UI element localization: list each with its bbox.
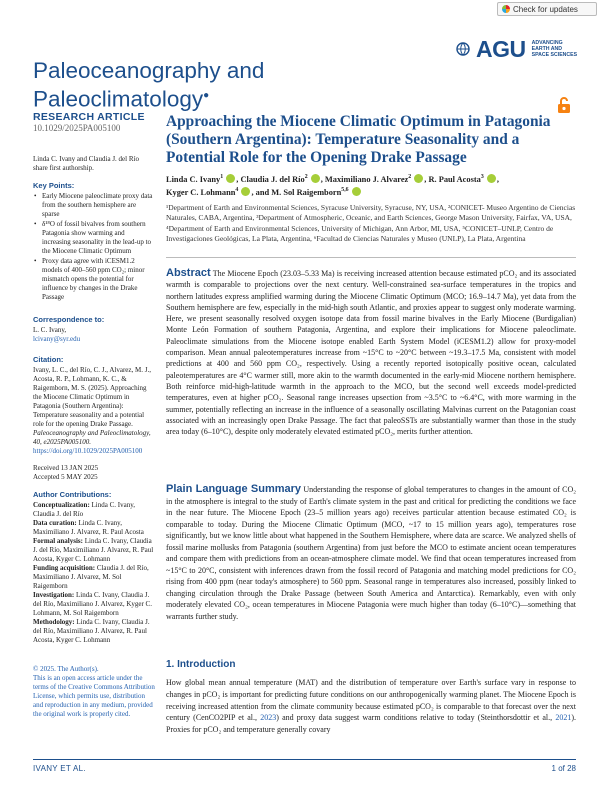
journal-title[interactable]: Paleoceanography and Paleoclimatology● — [33, 58, 265, 112]
introduction-text: How global mean annual temperature (MAT) and the distribution of temperature over Earth's surface vary in response to changes in pCO₂ is important for predicting future conditions on our anthropogenically warming planet. The Miocene Epoch is receiving increased attention from the climate community because estimated pCO₂ is comparable to that forecast over the next century (CenCO2PIP et al., 2023) and proxy data suggest warm conditions relative to today (Steinthorsdottir et al., 2021). Proxies for pCO₂ and temperature generally covary — [166, 678, 577, 735]
orcid-icon[interactable] — [311, 174, 320, 183]
crossmark-icon — [502, 5, 510, 13]
contribution-entry: Methodology: Linda C. Ivany, Claudia J. del Río, Maximiliano J. Alvarez, R. Paul Acosta, Kyger C. Lohmann — [33, 618, 150, 644]
paper-title: Approaching the Miocene Climatic Optimum in Patagonia (Southern Argentina): Temperature Seasonality and a Potential Role for the Opening Drake Passage — [166, 113, 551, 166]
check-for-updates-label: Check for updates — [513, 4, 578, 14]
footer-authors: IVANY ET AL. — [33, 764, 86, 773]
affiliations: ¹Department of Earth and Environmental Sciences, Syracuse University, Syracuse, NY, USA, ²CONICET- Museo Argentino de Ciencias Naturales, CABA, Argentina, ³Department of Atmospheric, Oceanic, and Earth Sciences, George Mason University, Fairfax, VA, USA, ⁴Department of Earth and Environmental Sciences, University of Michigan, Ann Arbor, MI, USA, ⁵CONICET–UNLP, Centro de Investigaciones Geológicas, La Plata, Argentina, ⁶Facultad de Ciencias Naturales y Museo (UNLP), La Plata, Argentina — [166, 203, 576, 243]
contribution-entry: Data curation: Linda C. Ivany, Maximiliano J. Alvarez, R. Paul Acosta — [33, 519, 144, 536]
orcid-icon[interactable] — [241, 187, 250, 196]
open-access-lock-icon — [557, 96, 571, 114]
abstract-text: The Miocene Epoch (23.03–5.33 Ma) is receiving increased attention because estimated pCO₂ and its associated warmth is comparable to projections over the next century. Well-constrained sea-surface temperatures in the tropics and northern latitudes express amplified warming during the Miocene Climatic Optimum (MCO; 16.9–14.7 Ma), yet data from the Southern hemisphere are few, especially in the mid-high south Atlantic, and proxies appear to suggest only moderate warming. Here, we present seasonally resolved oxygen isotope data from fossil marine bivalves in the Early Miocene (Burdigalian) Monte León Formation of southern Patagonia, Argentina, and explore their implications for Miocene paleoclimate. Paleoclimate simulations from the Miocene isotope enabled Earth System Model (iCESM1.2) allow for proxy-model comparison. Mean annual paleotemperatures increase from ~15°C to ~20°C between ~19.3–17.5 Ma, consistent with model predictions at 400 and 560 ppm CO₂, respectively. Using a recently reported isotopically positive ocean, calculated paleotemperatures are 4°C warmer still, more akin to the warmth documented in the early-mid Miocene northern hemisphere. Both reinforce mid-high-latitude warmth in the approach to the MCO, but the second well exceeds model-predicted temperatures, even at higher pCO₂. Seasonal range increases upsection from ~3.5°C to ~6.4°C, with more warming in the summer, potentially reflecting an increase in the influence of a seasonally oscillating Malvinas current on the Patagonian coast associated with an increasingly open Drake Passage. The fact that paleoSSTs are substantially warmer than those in the study area today (6–10°C), despite only moderately elevated estimated pCO₂, merits further attention. — [166, 269, 576, 437]
contribution-entry: Conceptualization: Linda C. Ivany, Claudia J. del Río — [33, 501, 136, 518]
orcid-icon[interactable] — [414, 174, 423, 183]
author-name[interactable]: , and M. Sol Raigemborn — [251, 188, 342, 197]
key-point: • Early Miocene paleoclimate proxy data from the southern hemisphere are sparse — [33, 192, 155, 219]
key-point: • δ¹⁸O of fossil bivalves from southern Patagonia show warming and increasing seasonality in the lead-up to the Miocene Climatic Optimum — [33, 220, 155, 256]
contribution-entry: Funding acquisition: Claudia J. del Río, Maximiliano J. Alvarez, M. Sol Raigemborn — [33, 564, 149, 590]
contributions-heading: Author Contributions: — [33, 490, 112, 499]
left-sidebar — [33, 113, 155, 719]
citation-journal: Paleoceanography and Paleoclimatology, 40, e2025PA005100. — [33, 429, 151, 446]
pls-text: Understanding the response of global temperatures to changes in the amount of CO₂ in the atmosphere is integral to the study of Earth's climate system in the past and critical for predicting the conditions we face in the near future. The Miocene Epoch (23–5 million years ago) receives particular attention because estimated CO₂ is comparable to today. During the Miocene Climatic Optimum (MCO, ~17 to 15 million years ago), temperatures rose significantly, but we know little about what happened in the Southern Hemisphere, where data are scarce. We analyzed shells of fossil marine mollusks from Patagonia (southern Argentina) from just before the MCO to estimate ancient ocean temperatures and compare them with predictions from an ocean-atmosphere climate model. We find that ocean temperatures increased from ~15°C to 20°C, consistent with inferences drawn from the fossil record of Patagonia and matching model predictions for CO₂ rising from 400 ppm (near today's atmosphere) to 560 ppm. Seasonal range in temperatures also increased, possibly linked to changing circulation through the Drake Passage (between South America and Antarctica). Remarkably, even with only moderately elevated CO₂, ocean temperatures in Miocene Patagonia were much higher than today (6–10°C)—something that warrants further study. — [166, 485, 577, 621]
author-name[interactable]: , Maximiliano J. Alvarez — [320, 175, 409, 184]
citation-text: Ivany, L. C., del Río, C. J., Alvarez, M. J., Acosta, R. P., Lohmann, K. C., & Raigemborn, M. S. (2025). Approaching the Miocene Climatic Optimum in Patagonia (Southern Argentina): Temperature seasonality and a potential role for the opening Drake Passage. — [33, 366, 151, 428]
author-name[interactable]: , R. Paul Acosta — [424, 175, 481, 184]
author-name[interactable]: Kyger C. Lohmann — [166, 188, 236, 197]
article-type: RESEARCH ARTICLE — [33, 111, 145, 123]
abstract — [166, 268, 576, 437]
key-point: • Proxy data agree with iCESM1.2 models of 400–560 ppm CO₂; minor mismatch opens the potential for influence by changes in the Drake Passage — [33, 257, 155, 302]
correspondence-email[interactable]: lcivany@syr.edu — [33, 335, 81, 343]
page-number: 1 of 28 — [551, 764, 576, 773]
accepted-date: Accepted 5 MAY 2025 — [33, 473, 98, 481]
citation-link[interactable]: 2021 — [555, 713, 572, 723]
check-for-updates-button[interactable] — [497, 2, 597, 16]
license-text[interactable]: This is an open access article under the terms of the Creative Commons Attribution License, which permits use, distribution and reproduction in any medium, provided the original work is properly cited. — [33, 674, 155, 718]
plain-language-summary — [166, 484, 576, 622]
agu-tagline: ADVANCING EARTH AND SPACE SCIENCES — [531, 40, 578, 58]
introduction-heading: 1. Introduction — [166, 659, 236, 670]
license-box — [33, 665, 155, 719]
pls-label: Plain Language Summary — [166, 483, 302, 495]
citation-doi-link[interactable]: https://doi.org/10.1029/2025PA005100 — [33, 447, 143, 455]
citation-link[interactable]: 2023 — [260, 713, 277, 723]
correspondence-heading: Correspondence to: — [33, 315, 105, 324]
equal-contribution-note: Linda C. Ivany and Claudia J. del Río share first authorship. — [33, 155, 139, 172]
divider — [166, 257, 576, 258]
orcid-icon[interactable] — [487, 174, 496, 183]
author-list: Linda C. Ivany$^1$ , Claudia J. del Río$^2$ , Maximiliano J. Alvarez$^2$ , R. Paul Acosta$^3$ , Kyger C. Lohmann$^4$ , and M. Sol Raigemborn$^{5,6}$ — [166, 174, 499, 197]
orcid-icon[interactable] — [226, 174, 235, 183]
orcid-icon[interactable] — [352, 187, 361, 196]
contribution-entry: Formal analysis: Linda C. Ivany, Claudia J. del Río, Maximiliano J. Alvarez, R. Paul Acosta, Kyger C. Lohmann — [33, 537, 154, 563]
agu-mark: AGU — [476, 35, 526, 62]
footer-divider — [33, 759, 576, 760]
citation-heading: Citation: — [33, 355, 64, 364]
received-date: Received 13 JAN 2025 — [33, 464, 99, 472]
author-name[interactable]: , Claudia J. del Río — [236, 175, 305, 184]
author-name[interactable]: Linda C. Ivany — [166, 175, 221, 184]
doi[interactable]: 10.1029/2025PA005100 — [33, 123, 121, 133]
abstract-label: Abstract — [166, 267, 211, 279]
key-points-list — [33, 192, 155, 302]
contribution-entry: Investigation: Linda C. Ivany, Claudia J. del Río, Maximiliano J. Alvarez, Kyger C. Lohmann, M. Sol Raigemborn — [33, 591, 152, 617]
globe-icon — [456, 42, 470, 56]
correspondence-name: L. C. Ivany, — [33, 326, 67, 334]
key-points-heading: Key Points: — [33, 181, 75, 190]
copyright-line: © 2025. The Author(s). — [33, 665, 99, 673]
agu-logo — [456, 36, 594, 62]
